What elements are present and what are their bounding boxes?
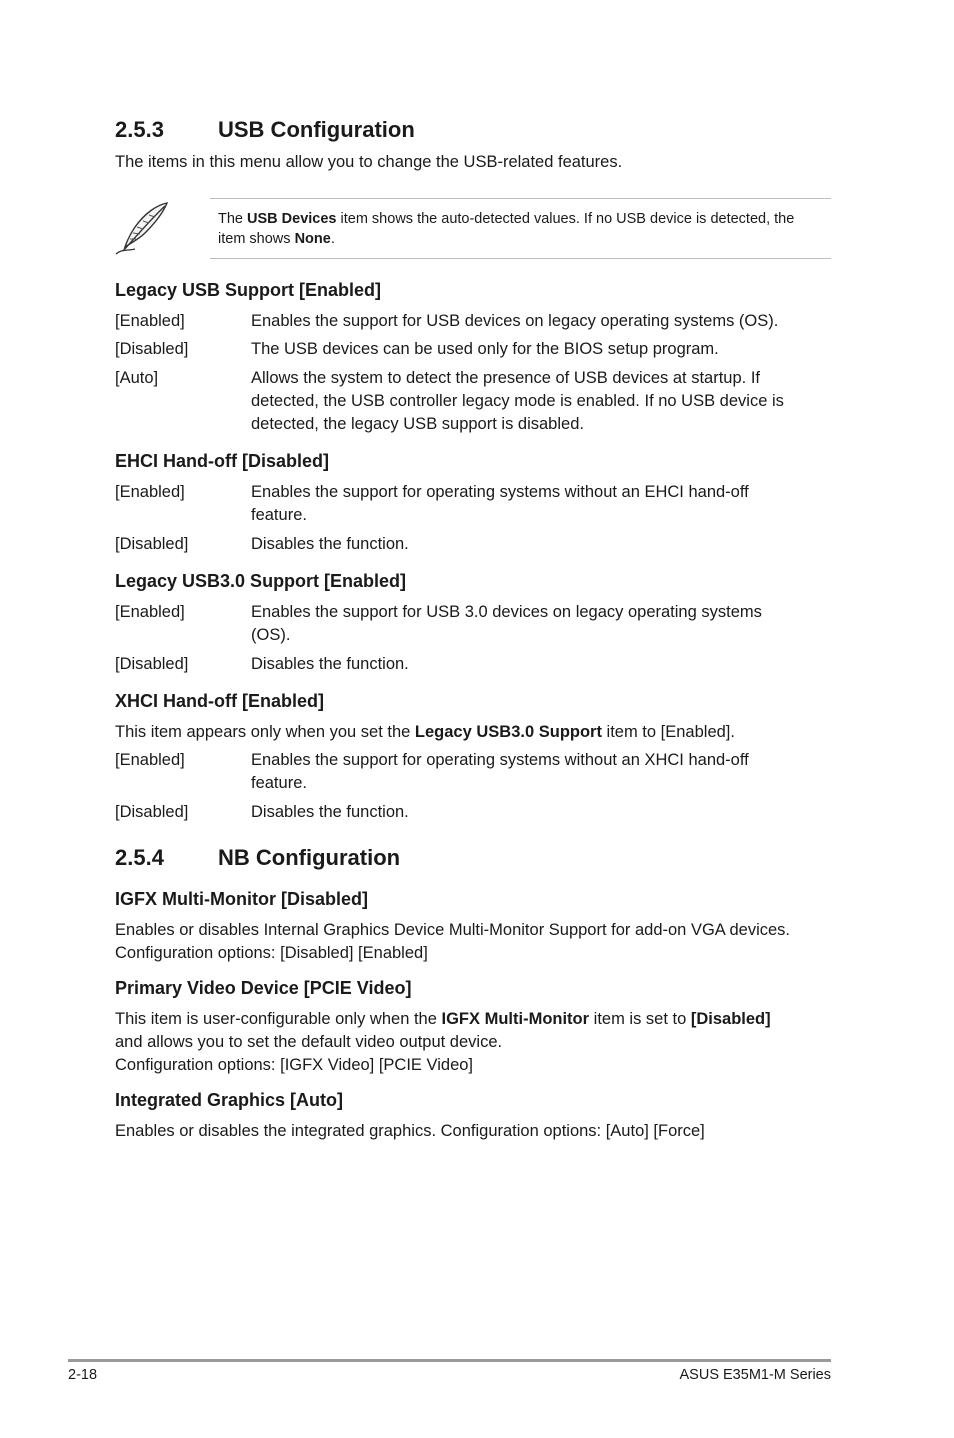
section-heading-nb-configuration [115,845,400,871]
option-desc: The USB devices can be used only for the BIOS setup program. [251,340,719,358]
item-title-legacy-usb30: Legacy USB3.0 Support [Enabled] [115,571,407,591]
option-key: [Disabled] [115,340,189,358]
pvd-desc-2: and allows you to set the default video output device. [115,1033,503,1051]
option-desc: Allows the system to detect the presence of USB devices at startup. If detected, the USB controller legacy mode is enabled. If no USB device is detected, the legacy USB support is disabled. [251,369,784,433]
item-title-primary-video: Primary Video Device [PCIE Video] [115,978,412,998]
option-key: [Disabled] [115,655,189,673]
note-emph-none: None [294,231,331,247]
section-intro: The items in this menu allow you to change the USB-related features. [115,153,623,171]
item-title-legacy-usb: Legacy USB Support [Enabled] [115,280,382,300]
option-key: [Enabled] [115,603,185,621]
section-number: 2.5.3 [115,117,164,142]
product-name: ASUS E35M1-M Series [679,1367,831,1383]
option-key: [Auto] [115,369,159,387]
note-line-2: item shows None. [218,231,335,247]
section-title: USB Configuration [218,117,415,142]
option-key: [Enabled] [115,751,185,769]
section-heading-usb-configuration [115,117,415,143]
xhci-intro: This item appears only when you set the Legacy USB3.0 Support item to [Enabled]. [115,723,735,741]
option-key: [Enabled] [115,483,185,501]
option-desc: Enables the support for operating systems without an EHCI hand-off feature. [251,483,749,524]
option-key: [Disabled] [115,535,189,553]
option-key: [Enabled] [115,312,185,330]
option-desc: Disables the function. [251,655,409,673]
option-desc: Disables the function. [251,803,409,821]
footer-rule [68,1359,831,1362]
option-desc: Enables the support for USB 3.0 devices on legacy operating systems (OS). [251,603,762,644]
note-bottom-rule [210,258,831,259]
page-number: 2-18 [68,1367,98,1383]
option-desc: Enables the support for USB devices on legacy operating systems (OS). [251,312,779,330]
item-title-integrated-graphics: Integrated Graphics [Auto] [115,1090,344,1110]
igfx-desc-2: Configuration options: [Disabled] [Enabled] [115,944,428,962]
feather-pen-icon [113,199,173,257]
section-number: 2.5.4 [115,845,164,870]
pvd-desc-1: This item is user-configurable only when the IGFX Multi-Monitor item is set to [Disabled] [115,1010,771,1028]
option-key: [Disabled] [115,803,189,821]
pvd-desc-3: Configuration options: [IGFX Video] [PCIE Video] [115,1056,474,1074]
igfx-desc-1: Enables or disables Internal Graphics Device Multi-Monitor Support for add-on VGA devices. [115,921,790,939]
item-title-ehci: EHCI Hand-off [Disabled] [115,451,329,471]
option-desc: Enables the support for operating systems without an XHCI hand-off feature. [251,751,749,792]
ig-desc: Enables or disables the integrated graphics. Configuration options: [Auto] [Force] [115,1122,705,1140]
option-desc: Disables the function. [251,535,409,553]
note-line-1: The USB Devices item shows the auto-detected values. If no USB device is detected, the [218,211,795,227]
item-title-xhci: XHCI Hand-off [Enabled] [115,691,324,711]
note-top-rule [210,198,831,199]
section-title: NB Configuration [218,845,401,870]
note-emph-usb-devices: USB Devices [247,211,337,227]
item-title-igfx: IGFX Multi-Monitor [Disabled] [115,889,368,909]
